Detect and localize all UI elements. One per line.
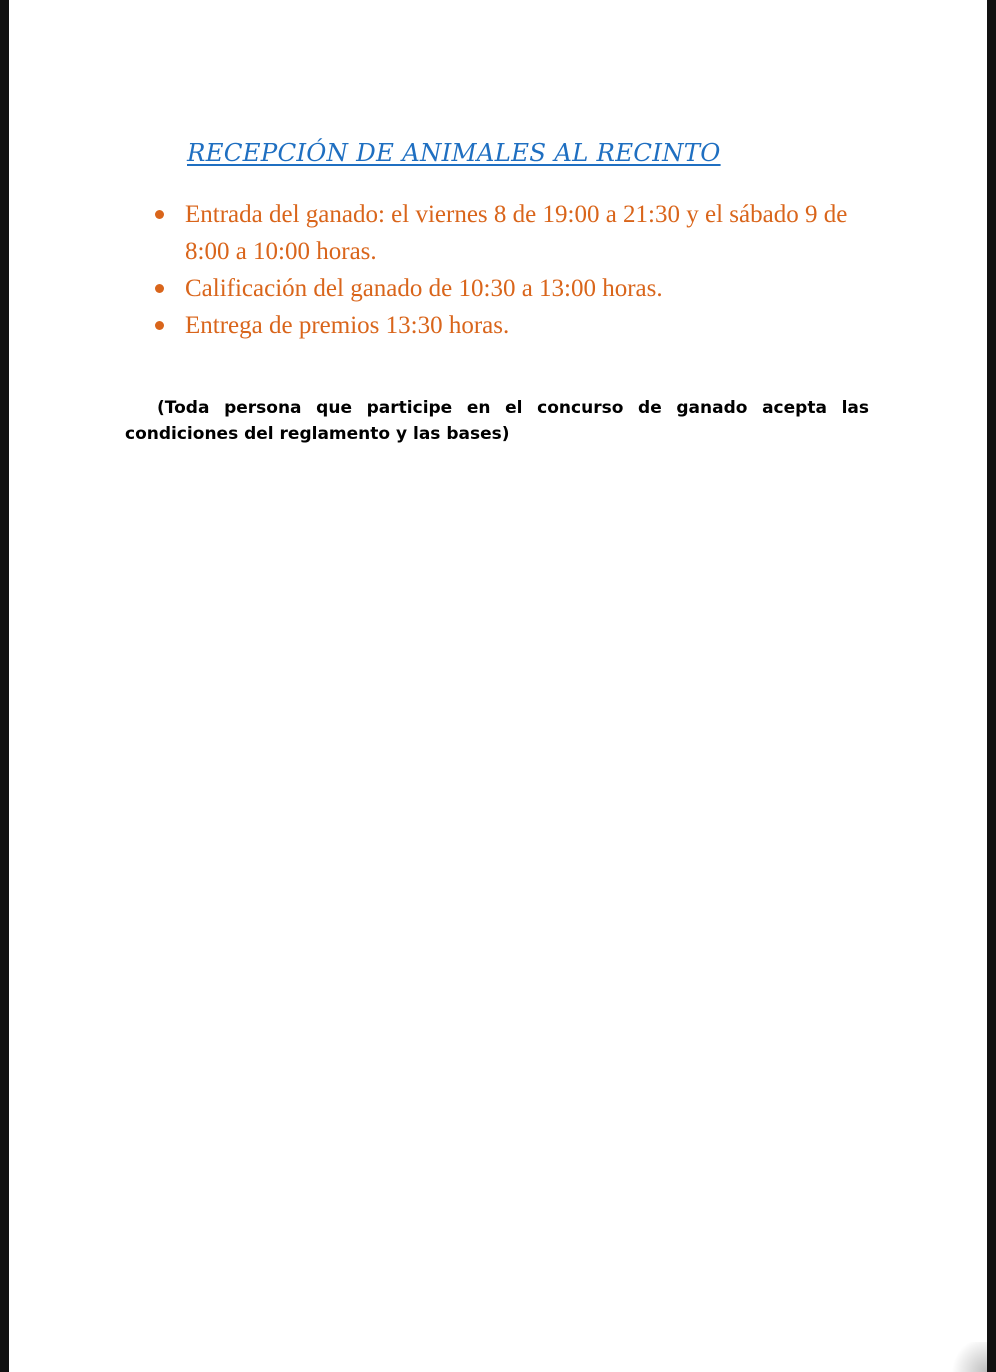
bullet-icon — [155, 321, 164, 330]
list-item — [151, 270, 881, 307]
page-curl — [947, 1342, 987, 1372]
section-heading: RECEPCIÓN DE ANIMALES AL RECINTO — [187, 138, 721, 167]
list-item-text: Entrada del ganado: el viernes 8 de 19:00 a 21:30 y el sábado 9 de 8:00 a 10:00 horas. — [185, 201, 848, 265]
list-item-text: Calificación del ganado de 10:30 a 13:00 horas. — [185, 275, 663, 302]
list-item — [151, 307, 881, 344]
schedule-list — [151, 196, 881, 344]
document-page — [9, 0, 987, 1372]
list-item-text: Entrega de premios 13:30 horas. — [185, 312, 510, 339]
bullet-icon — [155, 210, 164, 219]
terms-note: (Toda persona que participe en el concurso de ganado acepta las condiciones del reglamento y las bases) — [125, 398, 869, 444]
list-item — [151, 196, 881, 270]
bullet-icon — [155, 284, 164, 293]
